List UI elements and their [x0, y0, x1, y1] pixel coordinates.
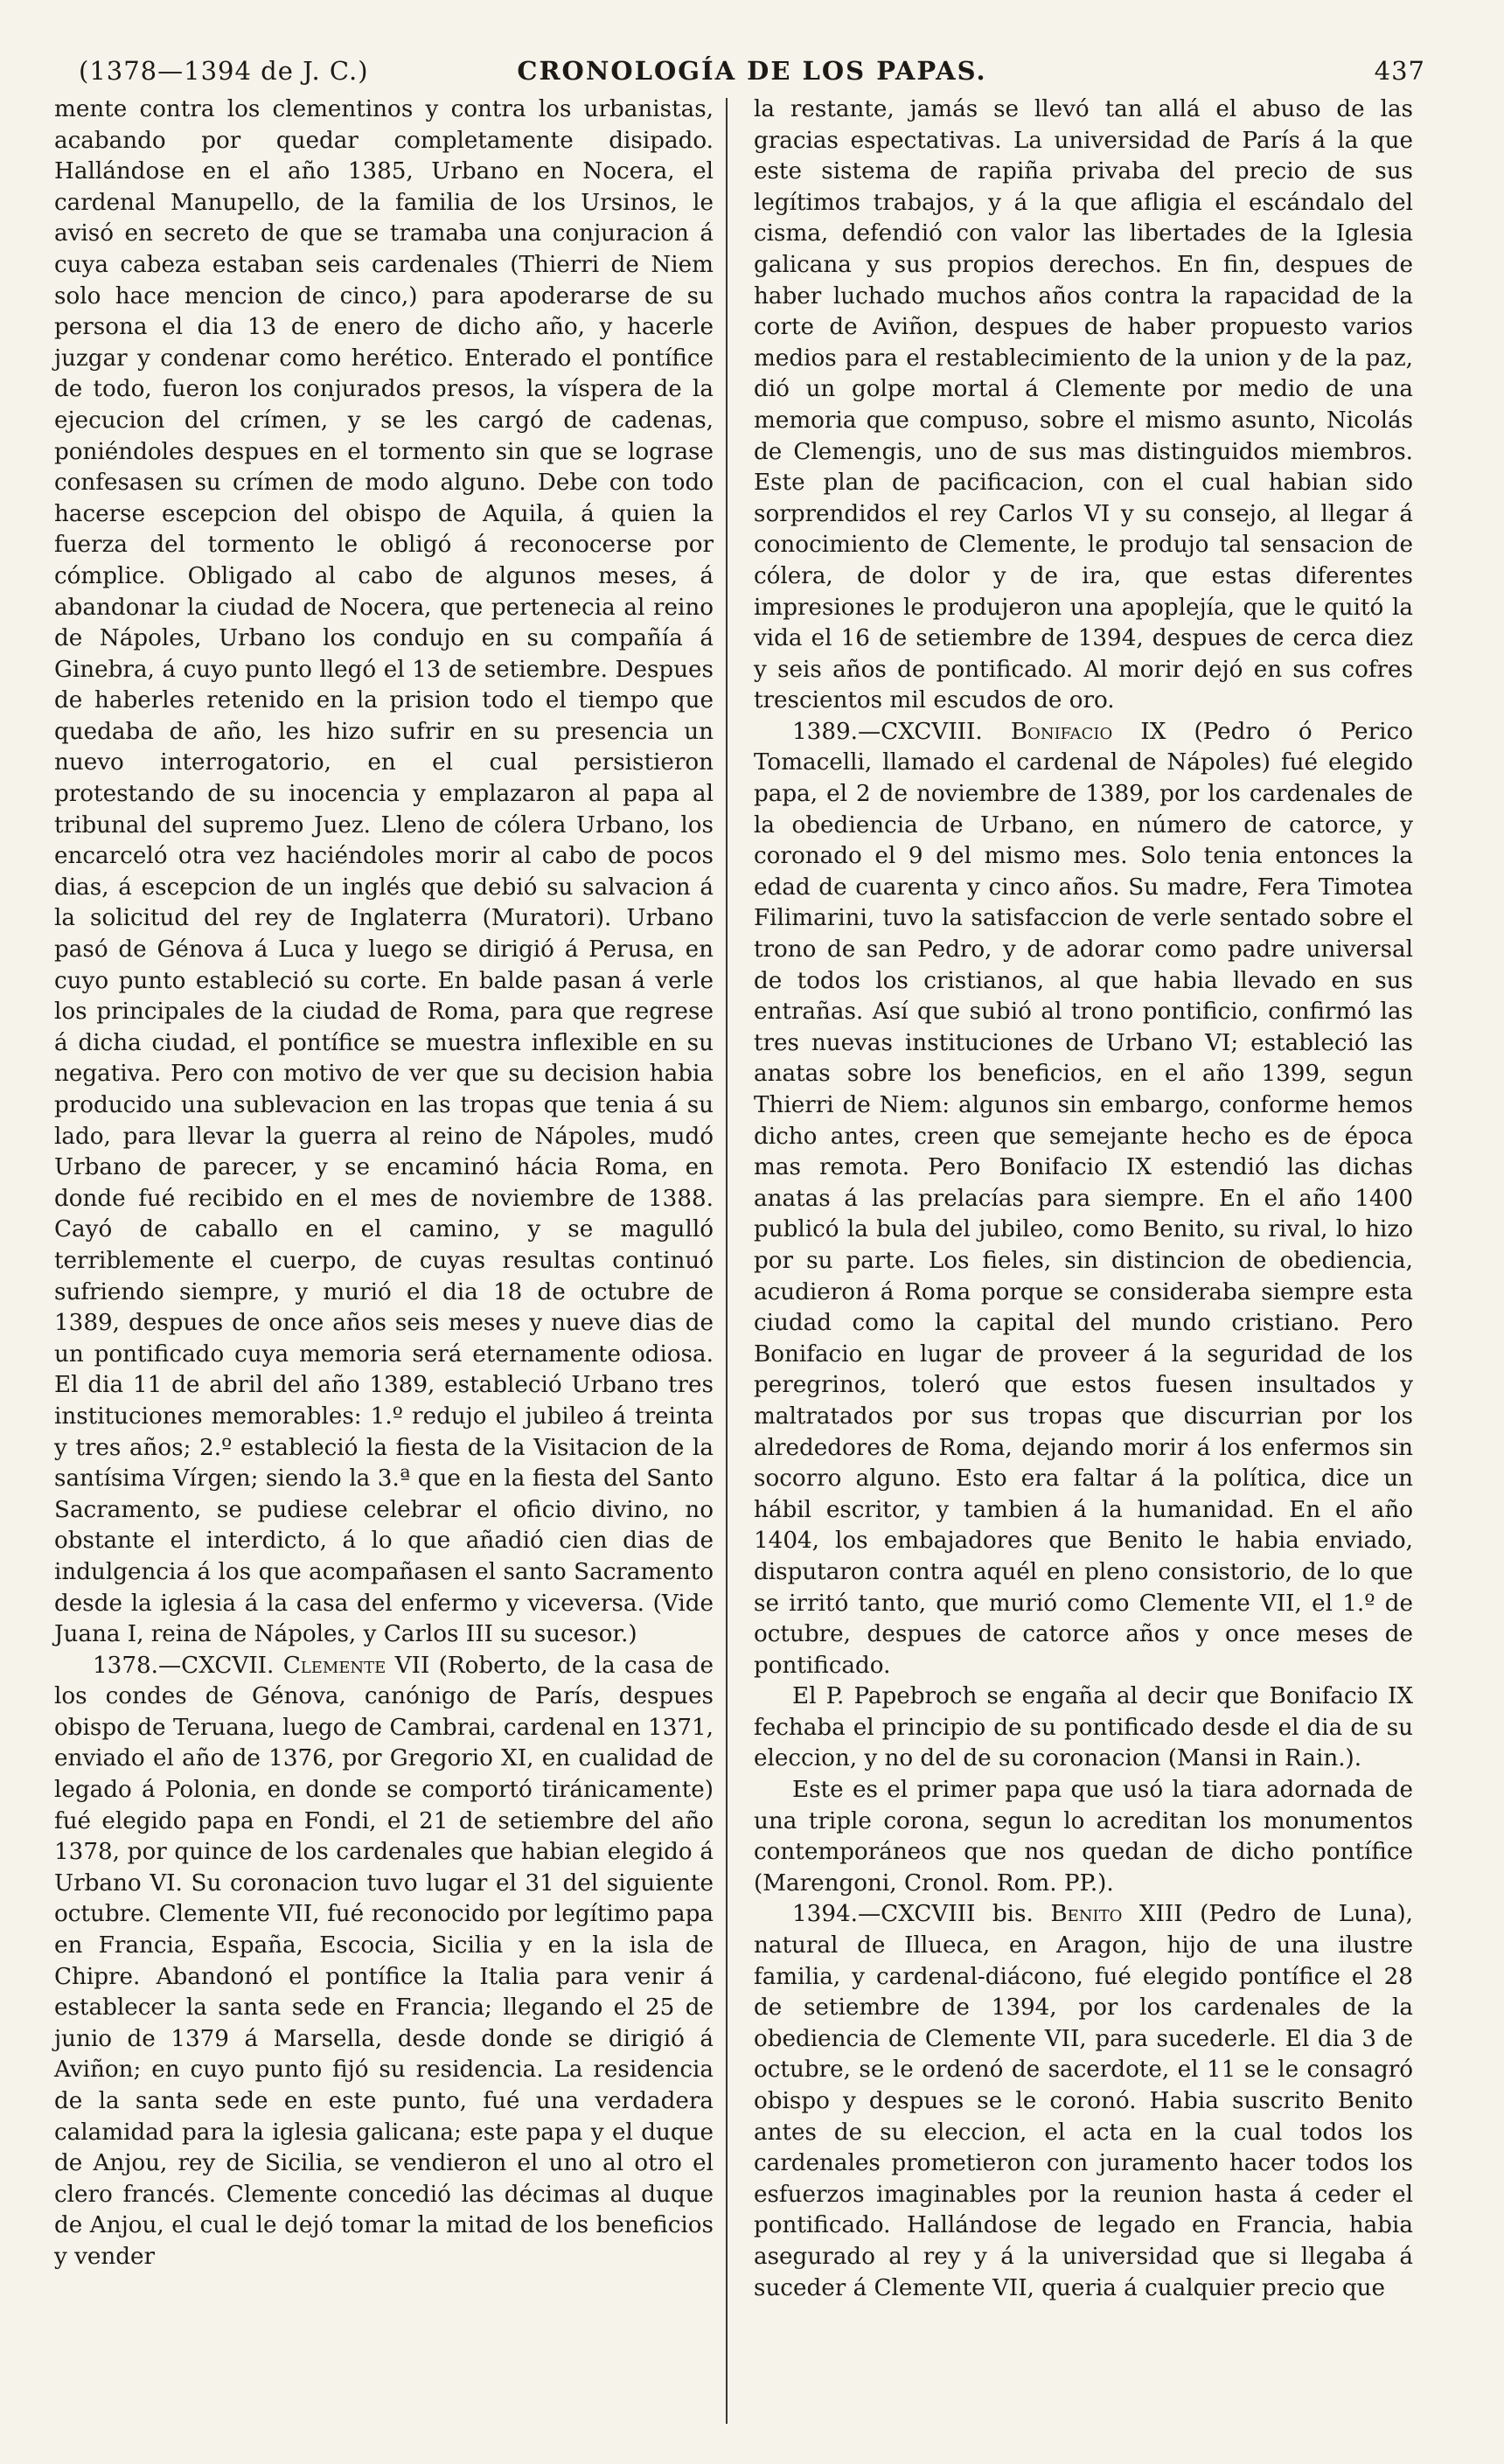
entry-pope-name: Bonifacio [1010, 718, 1113, 745]
paragraph: mente contra los clementinos y contra los urbanistas, acabando por quedar completamente disipado. Hallándose en el año 1385, Urbano en Nocera, el cardenal Manupello, de la familia de los Ursinos, le avisó en secreto de que se tramaba una conjuracion á cuya cabeza estaban seis cardenales (Thierri de Niem solo hace mencion de cinco,) para apoderarse de su persona el dia 13 de enero de dicho año, y hacerle juzgar y condenar como herético. Enterado el pontífice de todo, fueron los conjurados presos, la víspera de la ejecucion del crímen, y se les cargó de cadenas, poniéndoles despues en el tormento sin que se lograse confesasen su crímen de modo alguno. Debe con todo hacerse escepcion del obispo de Aquila, á quien la fuerza del tormento le obligó á reconocerse por cómplice. Obligado al cabo de algunos meses, á abandonar la ciudad de Nocera, que pertenecia al reino de Nápoles, Urbano los condujo en su compañía á Ginebra, á cuyo punto llegó el 13 de setiembre. Despues de haberles retenido en la prision todo el tiempo que quedaba de año, les hizo sufrir en su presencia un nuevo interrogatorio, en el cual persistieron protestando de su inocencia y emplazaron al papa al tribunal del supremo Juez. Lleno de cólera Urbano, los encarceló otra vez haciéndoles morir al cabo de pocos dias, á escepcion de un inglés que debió su salvacion á la solicitud del rey de Inglaterra (Muratori). Urbano pasó de Génova á Luca y luego se dirigió á Perusa, en cuyo punto estableció su corte. En balde pasan á verle los principales de la ciudad de Roma, para que regrese á dicha ciudad, el pontífice se muestra inflexible en su negativa. Pero con motivo de ver que su decision habia producido una sublevacion en las tropas que tenia á su lado, para llevar la guerra al reino de Nápoles, mudó Urbano de parecer, y se encaminó hácia Roma, en donde fué recibido en el mes de noviembre de 1388. Cayó de caballo en el camino, y se magulló terriblemente el cuerpo, de cuyas resultas continuó sufriendo siempre, y murió el dia 18 de octubre de 1389, despues de once años seis meses y nueve dias de un pontificado cuya memoria será eternamente odiosa. El dia 11 de abril del año 1389, estableció Urbano tres instituciones memorables: 1.º redujo el jubileo á treinta y tres años; 2.º estableció la fiesta de la Visitacion de la santísima Vírgen; siendo la 3.ª que en la fiesta del Santo Sacramento, se pudiese celebrar el oficio divino, no obstante el interdicto, á lo que añadió cien dias de indulgencia á los que acompañasen el santo Sacramento desde la iglesia á la casa del enfermo y viceversa. (Vide Juana I, reina de Nápoles, y Carlos III su sucesor.) [54, 96, 714, 1648]
entry-benito-xiii [754, 1899, 1413, 2304]
header-title: CRONOLOGÍA DE LOS PAPAS. [517, 56, 987, 86]
left-column [54, 94, 714, 2273]
entry-clemente-vii [54, 1651, 714, 2273]
entry-text: VII (Roberto, de la casa de los condes de Génova, canónigo de París, despues obispo de Teruana, luego de Cambrai, cardenal en 1371, enviado el año de 1376, por Gregorio XI, en cualidad de legado á Polonia, en donde se comportó tiránicamente) fué elegido papa en Fondi, el 21 de setiembre del año 1378, por quince de los cardenales que habian elegido á Urbano VI. Su coronacion tuvo lugar el 31 del siguiente octubre. Clemente VII, fué reconocido por legítimo papa en Francia, España, Escocia, Sicilia y en la isla de Chipre. Abandonó el pontífice la Italia para venir á establecer la santa sede en Francia; llegando el 25 de junio de 1379 á Marsella, desde donde se dirigió á Aviñon; en cuyo punto fijó su residencia. La residencia de la santa sede en este punto, fué una verdadera calamidad para la iglesia galicana; este papa y el duque de Anjou, rey de Sicilia, se vendieron el uno al otro el clero francés. Clemente concedió las décimas al duque de Anjou, el cual le dejó tomar la mitad de los beneficios y vender [54, 1652, 714, 2270]
column-divider [726, 98, 728, 2424]
paragraph: la restante, jamás se llevó tan allá el abuso de las gracias espectativas. La universidad de París á la que este sistema de rapiña privaba del precio de sus legítimos trabajos, y á la que afligia el escándalo del cisma, defendió con valor las libertades de la Iglesia galicana y sus propios derechos. En fin, despues de haber luchado muchos años contra la rapacidad de la corte de Aviñon, despues de haber propuesto varios medios para el restablecimiento de la union y de la paz, dió un golpe mortal á Clemente por medio de una memoria que compuso, sobre el mismo asunto, Nicolás de Clemengis, uno de sus mas distinguidos miembros. Este plan de pacificacion, con el cual habian sido sorprendidos el rey Carlos VI y su consejo, al llegar á conocimiento de Clemente, le produjo tal sensacion de cólera, de dolor y de ira, que estas diferentes impresiones le produjeron una apoplejía, que le quitó la vida el 16 de setiembre de 1394, despues de cerca diez y seis años de pontificado. Al morir dejó en sus cofres trescientos mil escudos de oro. [754, 96, 1413, 714]
paragraph: Este es el primer papa que usó la tiara adornada de una triple corona, segun lo acreditan los monumentos contemporáneos que nos quedan de dicho pontífice (Marengoni, Cronol. Rom. PP.). [754, 1777, 1413, 1897]
entry-lead: 1378.—CXCVII. [93, 1652, 283, 1679]
entry-lead: 1389.—CXCVIII. [792, 718, 1011, 745]
entry-pope-name: Benito [1050, 1901, 1123, 1928]
entry-text: IX (Pedro ó Perico Tomacelli, llamado el cardenal de Nápoles) fué elegido papa, el 2 de noviembre de 1389, por los cardenales de la obediencia de Urbano, en número de catorce, y coronado el 9 del mismo mes. Solo tenia entonces la edad de cuarenta y cinco años. Su madre, Fera Timotea Filimarini, tuvo la satisfaccion de verle sentado sobre el trono de san Pedro, y de adorar como padre universal de todos los cristianos, al que habia llevado en sus entrañas. Así que subió al trono pontificio, confirmó las tres nuevas instituciones de Urbano VI; estableció las anatas sobre los beneficios, en el año 1399, segun Thierri de Niem: algunos sin embargo, conforme hemos dicho antes, creen que semejante hecho es de época mas remota. Pero Bonifacio IX estendió las dichas anatas á las prelacías para siempre. En el año 1400 publicó la bula del jubileo, como Benito, su rival, lo hizo por su parte. Los fieles, sin distincion de obediencia, acudieron á Roma porque se consideraba siempre esta ciudad como la capital del mundo cristiano. Pero Bonifacio en lugar de proveer á la seguridad de los peregrinos, toleró que estos fuesen insultados y maltratados por sus tropas que discurrian por los alrededores de Roma, dejando morir á los enfermos sin socorro alguno. Esto era faltar á la política, dice un hábil escritor, y tambien á la humanidad. En el año 1404, los embajadores que Benito le habia enviado, disputaron contra aquél en pleno consistorio, de lo que se irritó tanto, que murió como Clemente VII, el 1.º de octubre, despues de catorce años y once meses de pontificado. [754, 718, 1413, 1679]
entry-lead: 1394.—CXCVIII bis. [792, 1901, 1051, 1928]
page-number: 437 [1374, 56, 1425, 86]
paragraph: El P. Papebroch se engaña al decir que Bonifacio IX fechaba el principio de su pontificado desde el dia de su eleccion, y no del de su coronacion (Mansi in Rain.). [754, 1683, 1413, 1772]
right-column [754, 94, 1413, 2304]
entry-text: XIII (Pedro de Luna), natural de Illueca, en Aragon, hijo de una ilustre familia, y cardenal-diácono, fué elegido pontífice el 28 de setiembre de 1394, por los cardenales de la obediencia de Clemente VII, para sucederle. El dia 3 de octubre, se le ordenó de sacerdote, el 11 se le consagró obispo y despues se le coronó. Habia suscrito Benito antes de su eleccion, el acta en la cual todos los cardenales prometieron con juramento hacer todos los esfuerzos imaginables por la reunion hasta á ceder el pontificado. Hallándose de legado en Francia, habia asegurado al rey y á la universidad que si llegaba á suceder á Clemente VII, queria á cualquier precio que [754, 1901, 1413, 2301]
running-header [79, 56, 1425, 91]
header-date-range: (1378—1394 de J. C.) [79, 56, 369, 86]
entry-bonifacio-ix [754, 717, 1413, 1681]
entry-pope-name: Clemente [282, 1652, 386, 1679]
